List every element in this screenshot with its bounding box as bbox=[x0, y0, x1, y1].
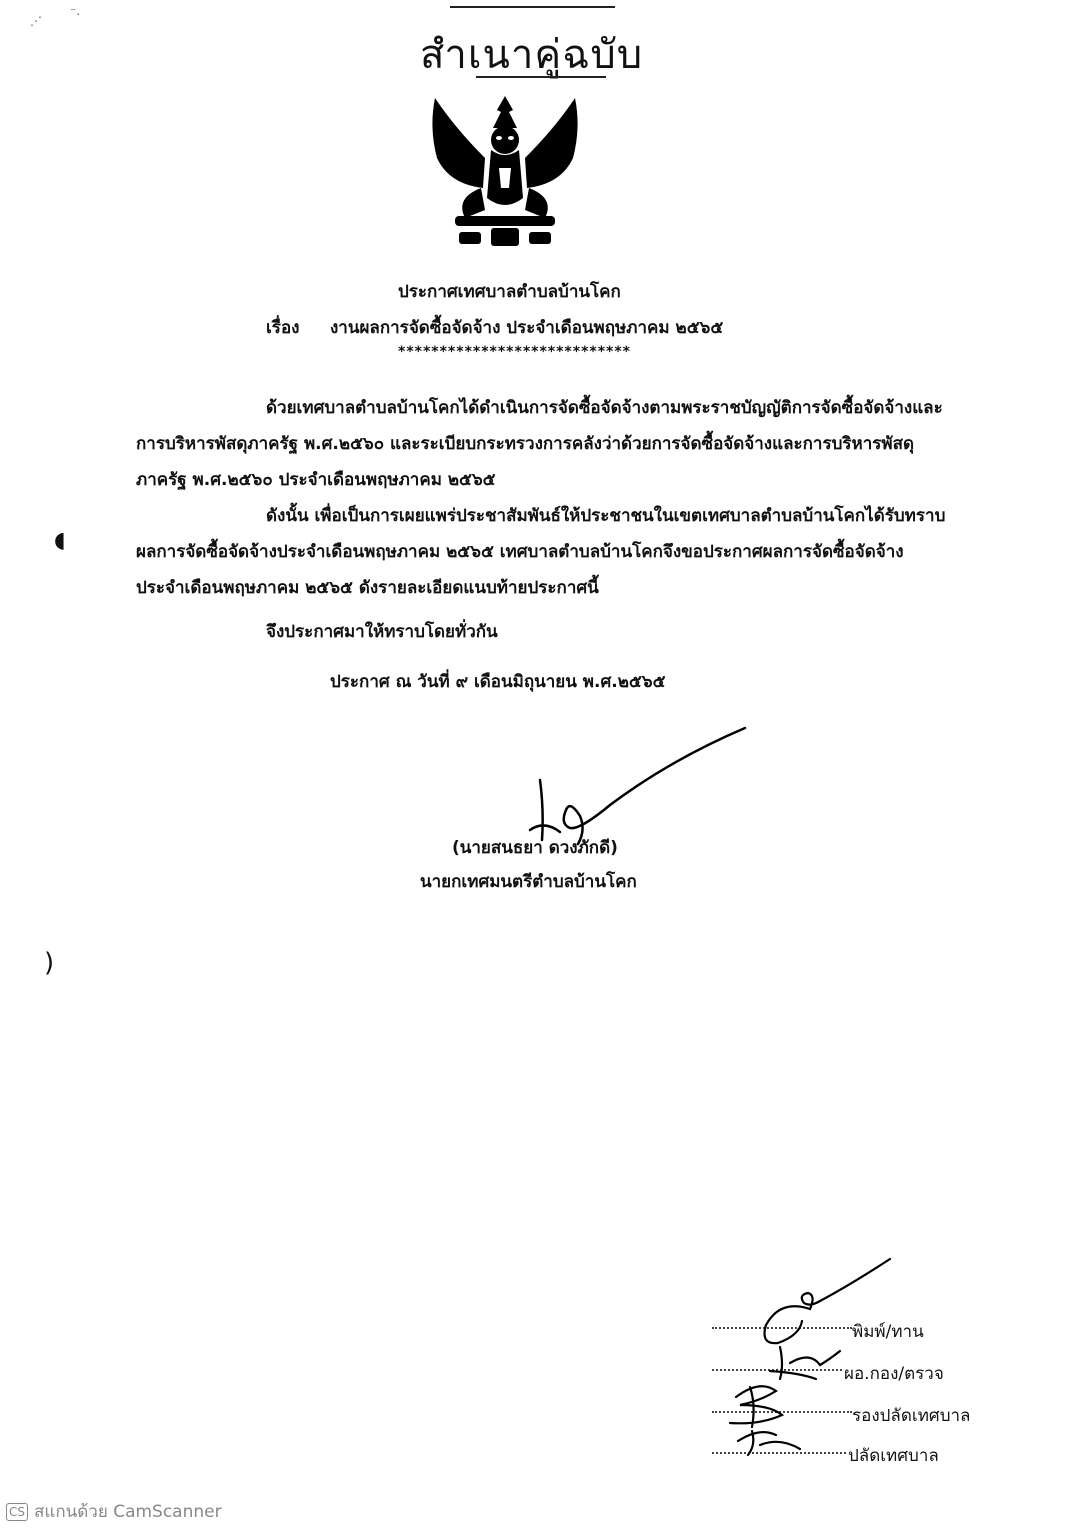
scanner-watermark bbox=[6, 1498, 222, 1525]
stamp-top-line bbox=[450, 6, 615, 8]
camscanner-logo-icon: CS bbox=[6, 1503, 28, 1521]
paragraph-line: ด้วยเทศบาลตำบลบ้านโคกได้ดำเนินการจัดซื้อจัดจ้างตามพระราชบัญญัติการจัดซื้อจัดจ้างและ bbox=[266, 398, 943, 418]
routing-initials-icon bbox=[700, 1255, 910, 1465]
paragraph-1 bbox=[136, 390, 986, 498]
scan-speck: ⋰ bbox=[30, 14, 42, 28]
paragraph-line: ดังนั้น เพื่อเป็นการเผยแพร่ประชาสัมพันธ์ให้ประชาชนในเขตเทศบาลตำบลบ้านโคกได้รับทราบ bbox=[266, 506, 946, 526]
routing-typist: พิมพ์/ทาน bbox=[852, 1322, 924, 1342]
hole-punch-mark: ◖ bbox=[54, 528, 66, 553]
paragraph-2 bbox=[136, 498, 986, 606]
subject-text: งานผลการจัดซื้อจัดจ้าง ประจำเดือนพฤษภาคม ๒๕๖๕ bbox=[330, 318, 724, 338]
garuda-emblem-icon bbox=[425, 88, 585, 253]
signer-title: นายกเทศมนตรีตำบลบ้านโคก bbox=[420, 872, 637, 892]
routing-deputy-clerk: รองปลัดเทศบาล bbox=[852, 1406, 971, 1426]
scan-speck: ⁻. bbox=[70, 4, 81, 18]
stamp-bottom-line bbox=[476, 76, 606, 78]
separator: **************************** bbox=[398, 344, 631, 360]
copy-stamp: สำเนาคู่ฉบับ bbox=[420, 32, 644, 78]
signer-name: (นายสนธยา ดวงภักดี) bbox=[452, 838, 618, 858]
paragraph-line: ภาครัฐ พ.ศ.๒๕๖๐ ประจำเดือนพฤษภาคม ๒๕๖๕ bbox=[136, 470, 496, 490]
date-line: ประกาศ ณ วันที่ ๙ เดือนมิถุนายน พ.ศ.๒๕๖๕ bbox=[330, 672, 666, 692]
subject-label: เรื่อง bbox=[266, 318, 300, 338]
paragraph-line: ผลการจัดซื้อจัดจ้างประจำเดือนพฤษภาคม ๒๕๖๕ เทศบาลตำบลบ้านโคกจึงขอประกาศผลการจัดซื้อจัดจ้าง bbox=[136, 542, 904, 562]
routing-clerk: ปลัดเทศบาล bbox=[848, 1446, 939, 1466]
announcement-title: ประกาศเทศบาลตำบลบ้านโคก bbox=[398, 282, 621, 302]
scanner-text: สแกนด้วย CamScanner bbox=[34, 1502, 222, 1522]
hole-punch-mark: ) bbox=[44, 948, 55, 978]
routing-director: ผอ.กอง/ตรวจ bbox=[844, 1364, 944, 1384]
paragraph-line: การบริหารพัสดุภาครัฐ พ.ศ.๒๕๖๐ และระเบียบกระทรวงการคลังว่าด้วยการจัดซื้อจัดจ้างและการบริหารพัสดุ bbox=[136, 434, 915, 454]
paragraph-line: ประจำเดือนพฤษภาคม ๒๕๖๕ ดังรายละเอียดแนบท้ายประกาศนี้ bbox=[136, 578, 599, 598]
closing-line: จึงประกาศมาให้ทราบโดยทั่วกัน bbox=[266, 622, 498, 642]
